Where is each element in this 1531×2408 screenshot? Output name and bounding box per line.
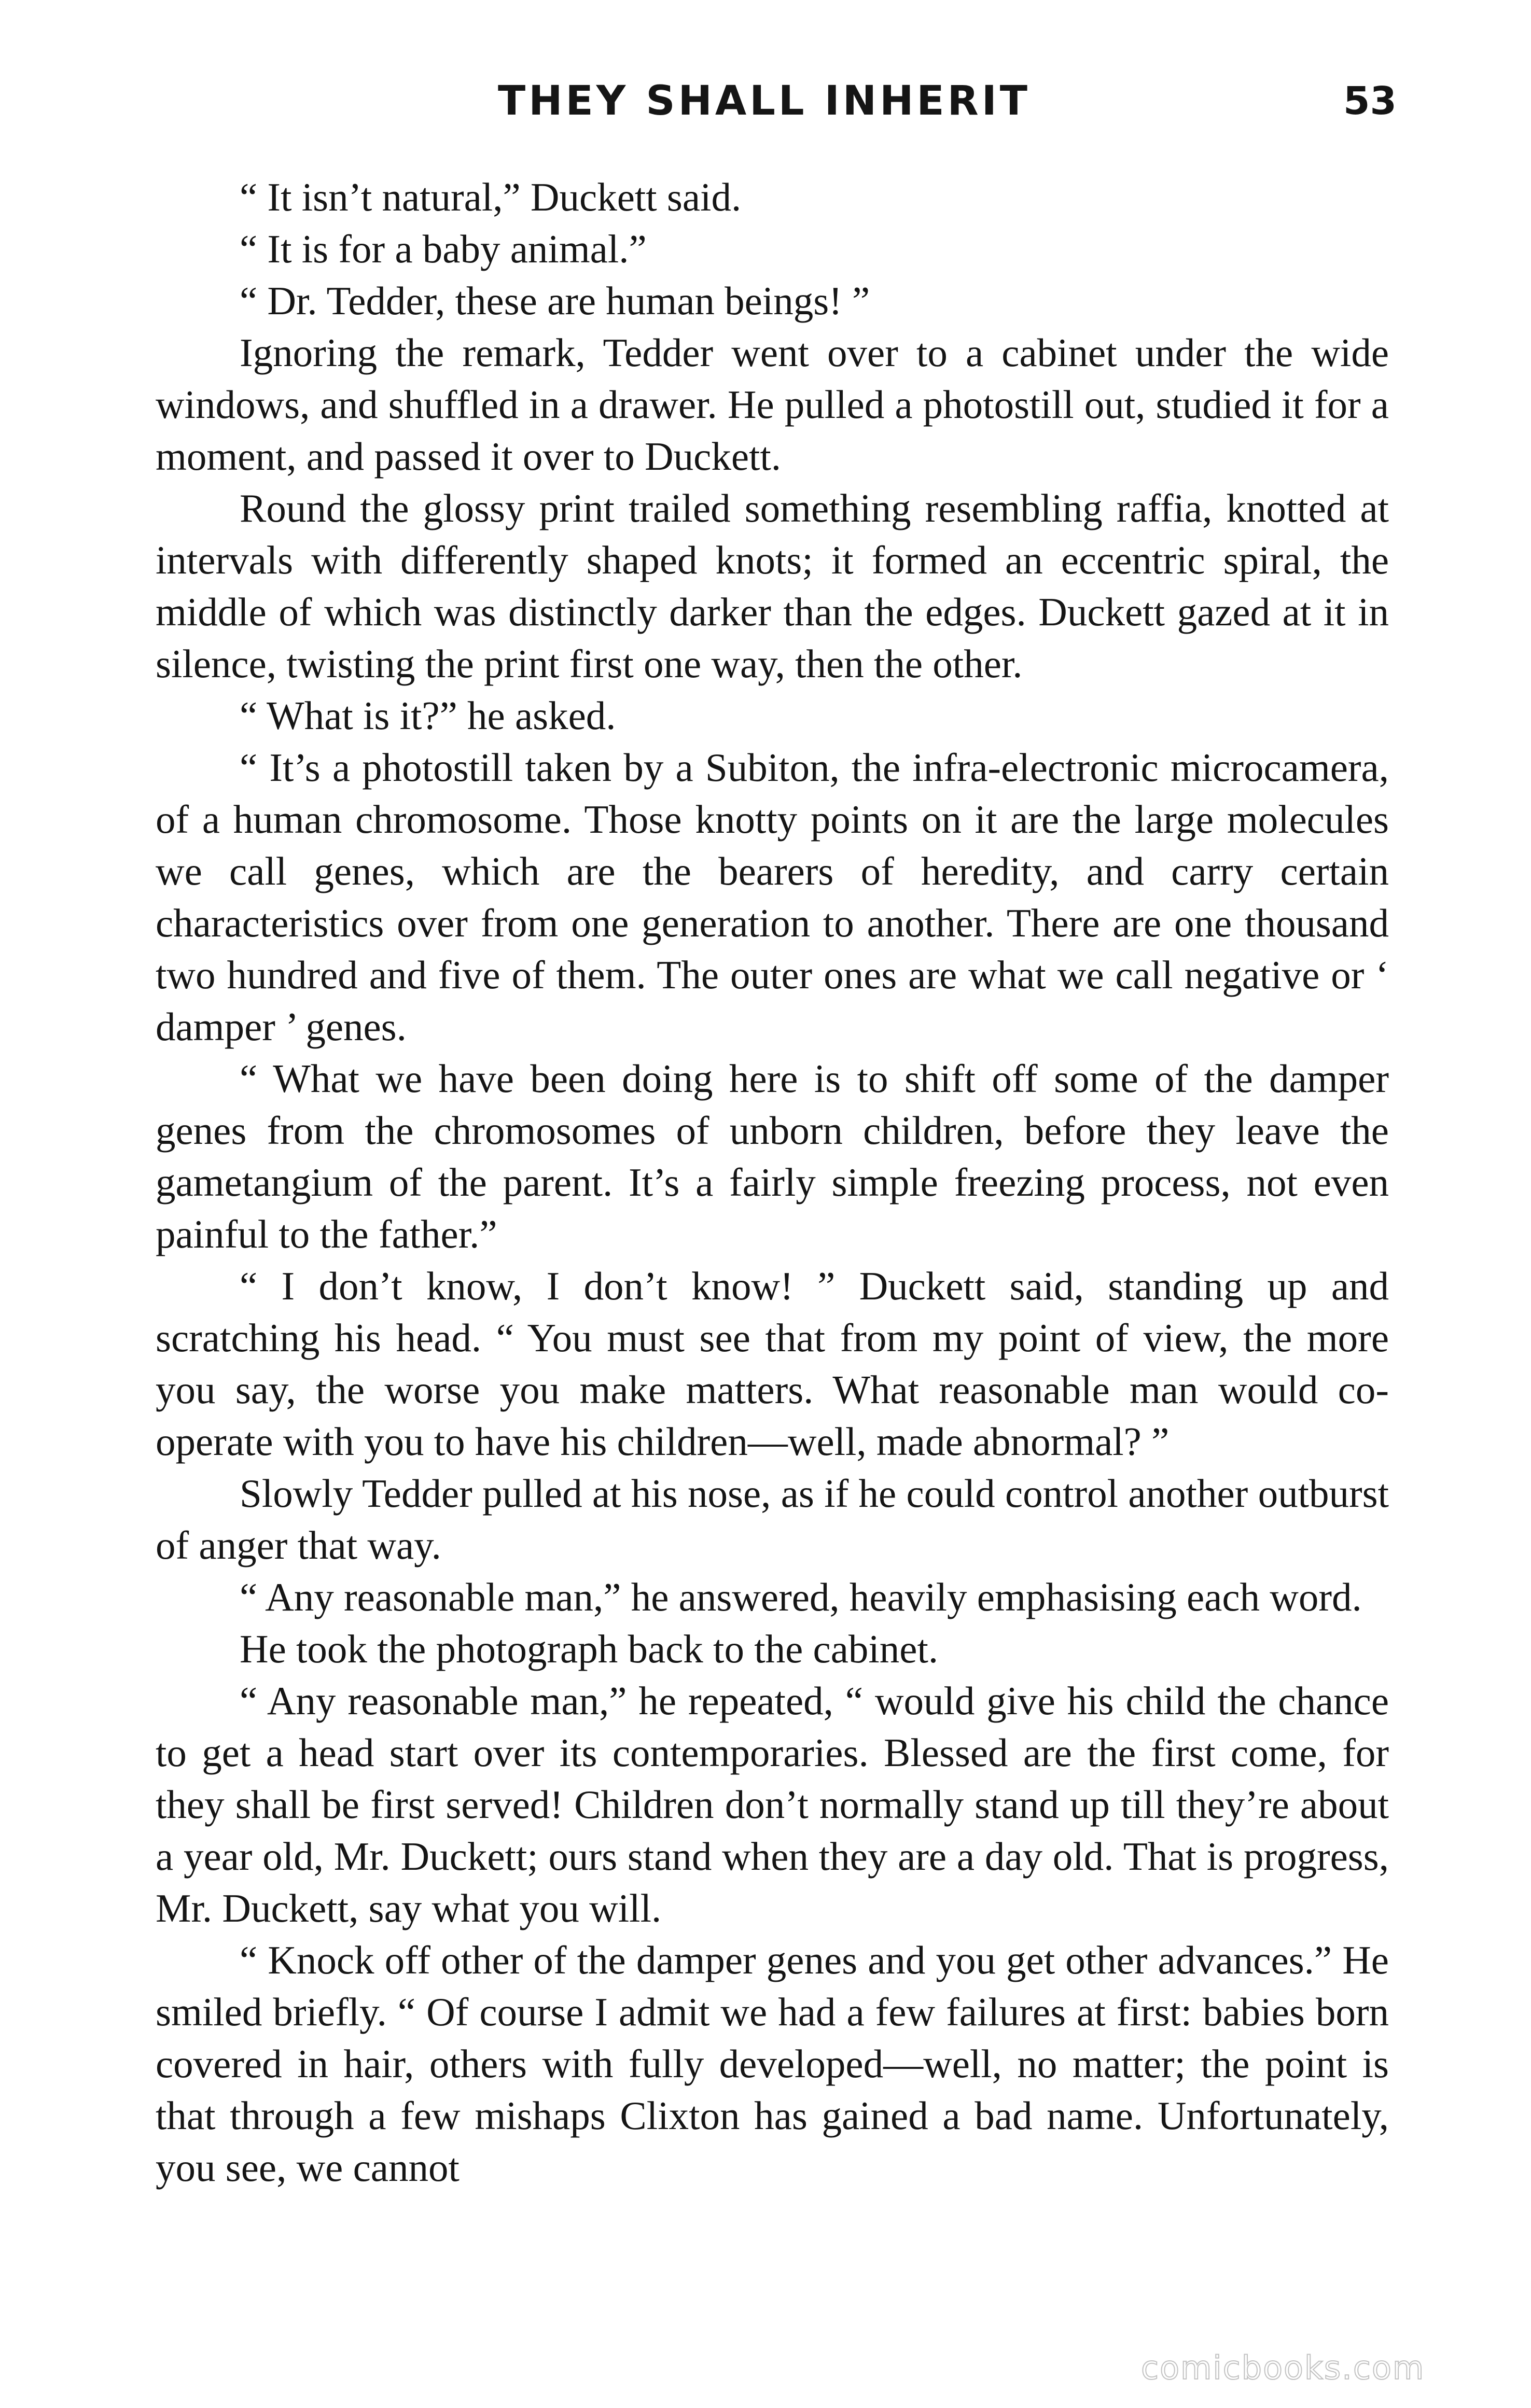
page-number: 53 <box>1343 79 1397 123</box>
running-title: THEY SHALL INHERIT <box>498 78 1031 124</box>
paragraph: “ What is it?” he asked. <box>240 693 616 738</box>
paragraph: “ Knock off other of the damper genes and you get other advances.” He smiled briefly. “ Of course I admit we had a few failures at first: babies born covered in hair, others with fully developed—well, no matter; the point is that through a few mishaps Clixton has gained a bad name. Unfortunately, you see, we cannot <box>156 1938 1389 2190</box>
watermark: comicbooks.com <box>1141 2349 1425 2387</box>
paragraph: “ Dr. Tedder, these are human beings! ” <box>240 278 870 323</box>
paragraph: Slowly Tedder pulled at his nose, as if he could control another outburst of anger that way. <box>156 1471 1389 1567</box>
paragraph: Round the glossy print trailed something resembling raffia, knotted at intervals with differently shaped knots; it formed an eccentric spiral, the middle of which was distinctly darker than the edges. Duckett gazed at it in silence, twisting the print first one way, then the other. <box>156 486 1389 686</box>
paragraph: “ What we have been doing here is to shift off some of the damper genes from the chromosomes of unborn children, before they leave the gametangium of the parent. It’s a fairly simple freezing process, not even painful to the father.” <box>156 1056 1389 1256</box>
paragraph: He took the photograph back to the cabinet. <box>240 1627 939 1671</box>
running-header <box>0 73 1531 130</box>
paragraph: “ It’s a photostill taken by a Subiton, the infra-electronic microcamera, of a human chromosome. Those knotty points on it are the large molecules we call genes, which are the bearers of heredity, and carry certain characteristics over from one generation to another. There are one thousand two hundred and five of them. The outer ones are what we call negative or ‘ damper ’ genes. <box>156 745 1389 1049</box>
paragraph: “ It is for a baby animal.” <box>240 227 647 271</box>
paragraph: “ Any reasonable man,” he repeated, “ would give his child the chance to get a head start over its contemporaries. Blessed are the first come, for they shall be first served! Children don’t normally stand up till they’re about a year old, Mr. Duckett; ours stand when they are a day old. That is progress, Mr. Duckett, say what you will. <box>156 1678 1389 1930</box>
paragraph: “ Any reasonable man,” he answered, heavily emphasising each word. <box>240 1575 1362 1619</box>
body-text <box>156 171 1389 2193</box>
paragraph: “ I don’t know, I don’t know! ” Duckett said, standing up and scratching his head. “ You must see that from my point of view, the more you say, the worse you make matters. What reasonable man would co-operate with you to have his children—well, made abnormal? ” <box>156 1264 1389 1464</box>
paragraph: Ignoring the remark, Tedder went over to a cabinet under the wide windows, and shuffled in a drawer. He pulled a photostill out, studied it for a moment, and passed it over to Duckett. <box>156 330 1389 479</box>
paragraph: “ It isn’t natural,” Duckett said. <box>240 175 742 219</box>
